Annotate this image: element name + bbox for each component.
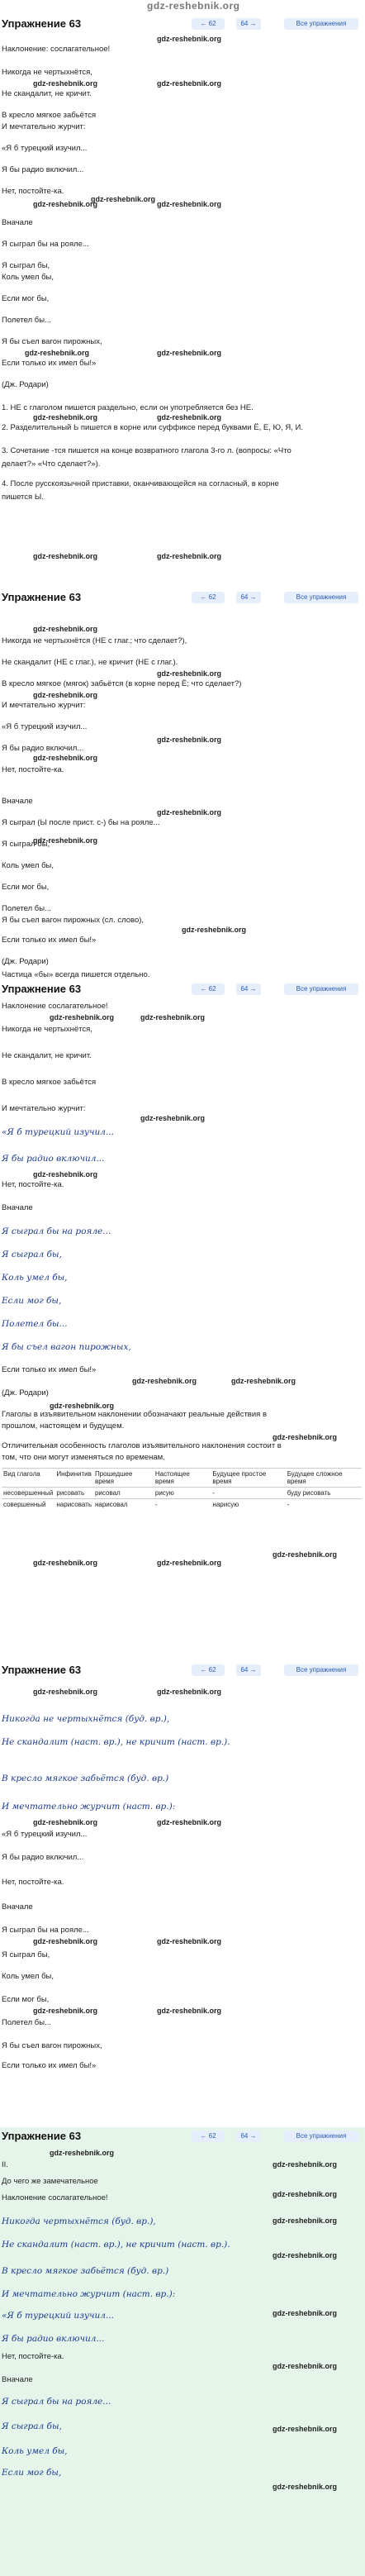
watermark: gdz-reshebnik.org [132,1377,197,1385]
watermark: gdz-reshebnik.org [33,413,98,421]
text-line: Если только их имел бы!» [2,1365,97,1374]
text-line: Если мог бы, [2,2468,62,2478]
next-exercise-button[interactable]: 64 → [236,2131,261,2142]
text-line: Я бы съел вагон пирожных, [2,1342,131,1352]
text-line: Вначале [2,797,33,806]
text-line: Если мог бы, [2,1296,62,1306]
text-line: Если мог бы, [2,294,50,303]
watermark: gdz-reshebnik.org [273,2362,338,2370]
text-line: И мечтательно журчит: [2,122,86,131]
table-cell: несовершенный [2,1488,55,1499]
table-cell: - [286,1499,362,1511]
text-line: Вначале [2,1203,33,1212]
watermark: gdz-reshebnik.org [33,552,98,560]
text-line: делает?» «Что сделает?»). [2,459,101,469]
watermark: gdz-reshebnik.org [50,1013,115,1021]
text-line: Коль умел бы, [2,2446,68,2456]
watermark: gdz-reshebnik.org [33,79,98,88]
table-row [2,1488,362,1499]
text-line: Я сыграл бы, [2,1950,50,1959]
table-cell: нарисовал [93,1499,154,1511]
watermark: gdz-reshebnik.org [33,1937,98,1945]
text-line: Я сыграл бы, [2,1250,62,1259]
text-line: Наклонение сослагательное! [2,2193,108,2202]
watermark: gdz-reshebnik.org [157,349,222,357]
watermark: gdz-reshebnik.org [33,1559,98,1567]
table-cell: буду рисовать [286,1488,362,1499]
text-line: Если мог бы, [2,1995,50,2004]
text-line: 2. Разделительный Ь пишется в корне или суффиксе перед буквами Ё, Е, Ю, Я, И. [2,423,303,432]
watermark: gdz-reshebnik.org [50,1402,115,1410]
exercise-block-2 [0,588,365,977]
watermark: gdz-reshebnik.org [33,1818,98,1826]
watermark: gdz-reshebnik.org [140,1013,206,1021]
text-line: Если только их имел бы!» [2,936,97,945]
text-line: Не скандалит (наст. вр.), не кричит (наст. вр.). [2,2240,230,2250]
watermark: gdz-reshebnik.org [91,195,156,203]
text-line: Не скандалит, не кричит. [2,1051,92,1060]
watermark: gdz-reshebnik.org [33,836,98,845]
table-header-cell: Будущее простое время [211,1469,285,1488]
text-line: «Я б турецкий изучил... [2,1830,88,1839]
watermark: gdz-reshebnik.org [273,2309,338,2317]
watermark: gdz-reshebnik.org [33,1688,98,1696]
text-line: Нет, постойте-ка. [2,1180,64,1189]
text-line: Я сыграл бы на рояле... [2,1226,111,1236]
watermark: gdz-reshebnik.org [273,2217,338,2225]
text-line: 1. НЕ с глаголом пишется раздельно, если он употребляется без НЕ. [2,403,254,412]
text-line: Коль умел бы, [2,1273,68,1283]
text-line: Я бы радио включил... [2,1154,105,1164]
watermark: gdz-reshebnik.org [157,1937,222,1945]
exercise-block-3 [0,980,365,1658]
text-line: II. [2,2160,8,2169]
text-line: В кресло мягкое забьётся (буд. вр.) [2,2266,169,2276]
text-line: Коль умел бы, [2,273,54,282]
text-line: Наклонение сослагательное! [2,1002,108,1011]
table-row [2,1499,362,1511]
text-line: Я сыграл (Ы после прист. с-) бы на рояле... [2,818,160,827]
text-line: Я сыграл бы, [2,261,50,270]
exercise-title: Упражнение 63 [2,1664,82,1676]
text-line: «Я б турецкий изучил... [2,144,88,153]
text-line: Не скандалит (НЕ с глаг.), не кричит (НЕ с глаг.). [2,658,178,667]
text-line: До чего же замечательное [2,2177,98,2186]
text-line: (Дж. Родари) [2,380,49,389]
watermark: gdz-reshebnik.org [33,1170,98,1178]
all-exercises-button[interactable]: Все упражнения [284,1664,358,1676]
table-cell: совершенный [2,1499,55,1511]
watermark: gdz-reshebnik.org [273,2160,338,2169]
next-exercise-button[interactable]: 64 → [236,1664,261,1676]
text-line: «Я б турецкий изучил... [2,1127,115,1137]
text-line: И мечтательно журчит (наст. вр.): [2,2289,176,2299]
watermark: gdz-reshebnik.org [273,2483,338,2491]
watermark: gdz-reshebnik.org [157,1559,222,1567]
text-line: Я бы съел вагон пирожных, [2,337,102,346]
text-line: том, что они могут изменяться по временам. [2,1453,165,1462]
table-cell: - [211,1488,285,1499]
watermark: gdz-reshebnik.org [140,1114,206,1122]
verb-tense-table [2,1468,362,1510]
table-cell: - [154,1499,211,1511]
text-line: Я сыграл бы на рояле... [2,1926,89,1935]
text-line: «Я б турецкий изучил... [2,2311,115,2321]
text-line: Никогда не чертыхнётся (НЕ с глаг.; что сделает?), [2,636,187,645]
text-line: Отличительная особенность глаголов изъявительного наклонения состоит в [2,1441,282,1450]
text-line: Нет, постойте-ка. [2,1878,64,1887]
watermark: gdz-reshebnik.org [33,691,98,699]
table-header-cell: Будущее сложное время [286,1469,362,1488]
all-exercises-button[interactable]: Все упражнения [284,592,358,603]
text-line: И мечтательно журчит: [2,701,86,710]
text-line: Полетел бы... [2,1319,68,1329]
next-exercise-button[interactable]: 64 → [236,18,261,30]
exercise-title: Упражнение 63 [2,2130,82,2142]
watermark: gdz-reshebnik.org [157,736,222,744]
watermark: gdz-reshebnik.org [50,2149,115,2157]
watermark: gdz-reshebnik.org [25,349,90,357]
watermark: gdz-reshebnik.org [273,2190,338,2198]
text-line: Глаголы в изъявительном наклонении обозначают реальные действия в [2,1410,267,1419]
exercise-title: Упражнение 63 [2,17,82,30]
exercise-header [0,15,365,33]
table-cell: рисовать [55,1488,93,1499]
text-line: Коль умел бы, [2,1972,54,1981]
table-header-cell: Настоящее время [154,1469,211,1488]
text-line: Вначале [2,2375,33,2384]
text-line: Я бы съел вагон пирожных (сл. слово), [2,916,145,925]
text-line: Никогда чертыхнётся (буд. вр.), [2,2217,156,2226]
all-exercises-button[interactable]: Все упражнения [284,18,358,30]
text-line: Я сыграл бы на рояле... [2,240,89,249]
table-cell: рисую [154,1488,211,1499]
text-line: И мечтательно журчит (наст. вр.): [2,1802,176,1812]
text-line: Я бы съел вагон пирожных, [2,2041,102,2050]
prev-exercise-button[interactable]: ← 62 [192,18,225,30]
exercise-title: Упражнение 63 [2,983,82,995]
watermark: gdz-reshebnik.org [157,2007,222,2015]
text-line: (Дж. Родари) [2,957,49,966]
text-line: В кресло мягкое (мягок) забьётся (в корне перед Ё; что сделает?) [2,679,242,688]
all-exercises-button[interactable]: Все упражнения [284,2131,358,2142]
exercise-block-4 [0,1661,365,2124]
watermark: gdz-reshebnik.org [33,754,98,762]
text-line: Частица «бы» всегда пишется отдельно. [2,970,150,979]
text-line: Я сыграл бы, [2,840,50,849]
prev-exercise-button[interactable]: ← 62 [192,2131,225,2142]
site-header [0,0,365,13]
text-line: Я сыграл бы на рояле... [2,2397,111,2407]
watermark: gdz-reshebnik.org [273,1433,338,1441]
table-cell: нарисовать [55,1499,93,1511]
exercise-title: Упражнение 63 [2,591,82,603]
text-line: пишется Ы. [2,493,44,502]
watermark: gdz-reshebnik.org [273,2251,338,2259]
watermark: gdz-reshebnik.org [33,625,98,633]
exercise-header [0,1661,365,1679]
exercise-header [0,2127,365,2145]
text-line: прошлом, настоящем и будущем. [2,1421,125,1431]
text-line: 3. Сочетание -тся пишется на конце возвратного глагола 3-го л. (вопросы: «Что [2,446,292,455]
text-line: Я бы радио включил... [2,165,84,174]
text-line: И мечтательно журчит: [2,1104,86,1113]
text-line: В кресло мягкое забьётся (буд. вр.) [2,1774,169,1783]
text-line: Полетел бы... [2,2018,51,2027]
watermark: gdz-reshebnik.org [157,413,222,421]
text-line: Я сыграл бы, [2,2421,62,2431]
text-line: Нет, постойте-ка. [2,2352,64,2361]
text-line: Не скандалит (наст. вр.), не кричит (наст. вр.). [2,1737,230,1747]
text-line: Наклонение: сослагательное! [2,45,111,54]
text-line: Я бы радио включил... [2,744,84,753]
watermark: gdz-reshebnik.org [157,1818,222,1826]
watermark: gdz-reshebnik.org [157,35,222,43]
table-header-cell: Прошедшее время [93,1469,154,1488]
text-line: Нет, постойте-ка. [2,187,64,196]
text-line: Нет, постойте-ка. [2,765,64,774]
prev-exercise-button[interactable]: ← 62 [192,983,225,995]
text-line: Вначале [2,1902,33,1912]
exercise-block-1 [0,15,365,585]
text-line: Если мог бы, [2,883,50,892]
text-line: Никогда не чертыхнётся, [2,68,92,77]
exercise-block-5 [0,2127,365,2576]
watermark: gdz-reshebnik.org [273,1550,338,1559]
exercise-header [0,980,365,998]
text-line: В кресло мягкое забьётся [2,111,97,120]
watermark: gdz-reshebnik.org [157,79,222,88]
text-line: 4. После русскоязычной приставки, оканчивающейся на согласный, в корне [2,479,279,488]
watermark: gdz-reshebnik.org [231,1377,296,1385]
watermark: gdz-reshebnik.org [182,926,247,934]
text-line: Полетел бы... [2,904,51,913]
table-cell: нарисую [211,1499,285,1511]
exercise-header [0,588,365,607]
text-line: Если только их имел бы!» [2,2061,97,2070]
all-exercises-button[interactable]: Все упражнения [284,983,358,995]
table-header-cell: Вид глагола [2,1469,55,1488]
site-logo[interactable]: gdz-reshebnik.org [147,0,240,12]
text-line: Никогда не чертыхнётся, [2,1025,92,1034]
next-exercise-button[interactable]: 64 → [236,592,261,603]
prev-exercise-button[interactable]: ← 62 [192,592,225,603]
prev-exercise-button[interactable]: ← 62 [192,1664,225,1676]
watermark: gdz-reshebnik.org [157,200,222,208]
table-header-cell: Инфинитив [55,1469,93,1488]
watermark: gdz-reshebnik.org [33,2007,98,2015]
table-header-row [2,1469,362,1488]
watermark: gdz-reshebnik.org [157,808,222,817]
watermark: gdz-reshebnik.org [273,2425,338,2433]
text-line: Если только их имел бы!» [2,359,97,368]
text-line: Коль умел бы, [2,861,54,870]
watermark: gdz-reshebnik.org [157,1688,222,1696]
next-exercise-button[interactable]: 64 → [236,983,261,995]
watermark: gdz-reshebnik.org [157,669,222,678]
text-line: В кресло мягкое забьётся [2,1078,97,1087]
text-line: Никогда не чертыхнётся (буд. вр.), [2,1714,170,1724]
text-line: Я бы радио включил... [2,2334,105,2344]
text-line: Полетел бы... [2,316,51,325]
text-line: Вначале [2,218,33,227]
text-line: «Я б турецкий изучил... [2,722,88,731]
text-line: Не скандалит, не кричит. [2,89,92,98]
watermark: gdz-reshebnik.org [157,552,222,560]
text-line: Я бы радио включил... [2,1853,84,1862]
watermark: gdz-reshebnik.org [33,200,98,208]
text-line: (Дж. Родари) [2,1388,49,1398]
table-cell: рисовал [93,1488,154,1499]
